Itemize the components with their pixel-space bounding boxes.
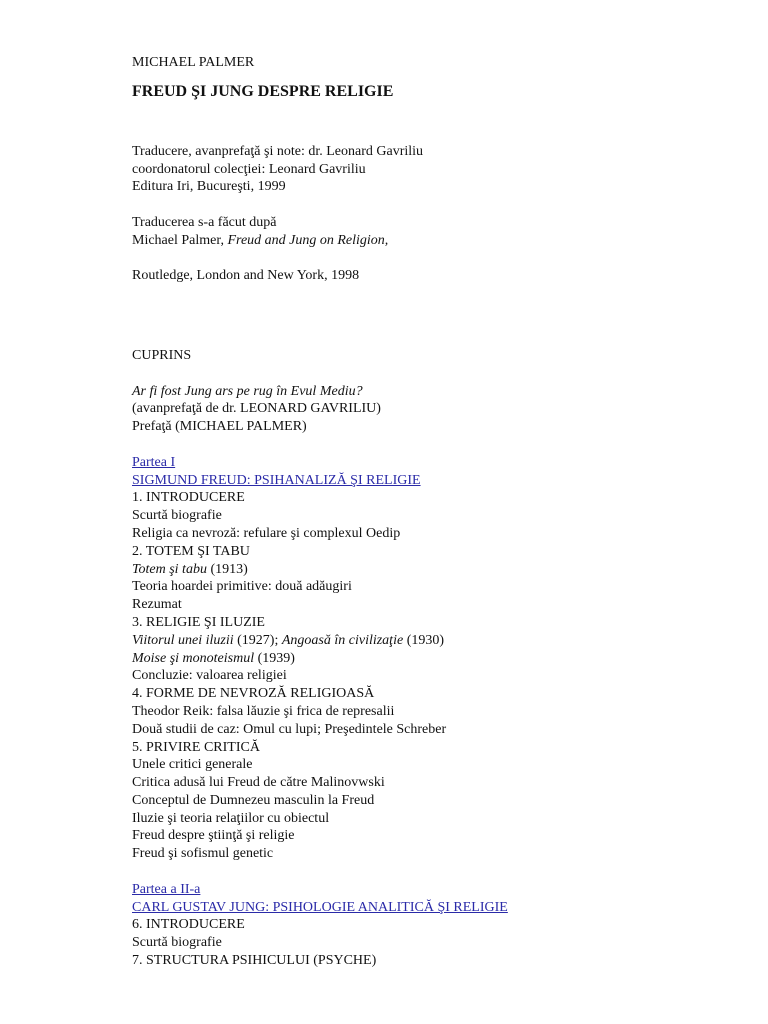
toc-section: Iluzie şi teoria relaţiilor cu obiectul: [132, 810, 330, 826]
toc-part1-label-link[interactable]: Partea I: [132, 454, 176, 470]
toc-section: Freud despre ştiinţă şi religie: [132, 828, 295, 844]
translation-credit: Traducere, avanprefaţă şi note: dr. Leonard Gavriliu: [132, 143, 424, 159]
toc-section-year: (1913): [206, 561, 248, 577]
toc-section: [132, 650, 752, 668]
toc-part1-title-link[interactable]: SIGMUND FREUD: PSIHANALIZĂ ŞI RELIGIE: [132, 472, 421, 488]
toc-section-year: (1927);: [233, 632, 282, 648]
source-title: Freud and Jung on Religion,: [227, 232, 389, 248]
toc-section: Scurtă biografie: [132, 935, 222, 951]
toc-section: Unele critici generale: [132, 757, 253, 773]
toc-section: Religia ca nevroză: refulare şi complexul Oedip: [132, 525, 401, 541]
toc-section-title: Angoasă în civilizaţie: [281, 632, 404, 648]
toc-chapter: 7. STRUCTURA PSIHICULUI (PSYCHE): [132, 953, 377, 969]
toc-preface2: Prefaţă (MICHAEL PALMER): [132, 419, 307, 435]
toc-section-title: Totem şi tabu: [132, 561, 207, 577]
source-author: Michael Palmer,: [132, 232, 228, 248]
toc-chapter: 5. PRIVIRE CRITICĂ: [132, 739, 260, 755]
author-name: MICHAEL PALMER: [132, 55, 255, 70]
toc-section-title: Viitorul unei iluzii: [132, 632, 234, 648]
toc-part2-title-link[interactable]: CARL GUSTAV JUNG: PSIHOLOGIE ANALITICĂ ŞI RELIGIE: [132, 899, 508, 915]
toc-section: [132, 561, 752, 579]
toc-section-year: (1939): [254, 650, 295, 666]
toc-preface1-note: (avanprefaţă de dr. LEONARD GAVRILIU): [132, 401, 381, 417]
toc-section-title: Moise şi monoteismul: [132, 650, 255, 666]
toc-section: Theodor Reik: falsa lăuzie şi frica de represalii: [132, 703, 395, 719]
toc-section: Critica adusă lui Freud de către Malinovwski: [132, 775, 385, 791]
toc-section: Conceptul de Dumnezeu masculin la Freud: [132, 792, 375, 808]
source-publisher: Routledge, London and New York, 1998: [132, 268, 360, 284]
toc-preface1-title: Ar fi fost Jung ars pe rug în Evul Mediu?: [132, 383, 363, 399]
source-intro: Traducerea s-a făcut după: [132, 214, 277, 230]
toc-section: Freud şi sofismul genetic: [132, 846, 274, 862]
toc-section: Rezumat: [132, 597, 182, 613]
book-title: FREUD ŞI JUNG DESPRE RELIGIE: [132, 82, 394, 100]
toc-section: Două studii de caz: Omul cu lupi; Preşedintele Schreber: [132, 721, 447, 737]
document-page: [132, 54, 752, 970]
toc-section: Scurtă biografie: [132, 508, 222, 524]
toc-chapter: 6. INTRODUCERE: [132, 917, 245, 933]
toc-section-year: (1930): [403, 632, 445, 648]
coordinator-credit: coordonatorul colecţiei: Leonard Gavriliu: [132, 161, 366, 177]
toc-chapter: 4. FORME DE NEVROZĂ RELIGIOASĂ: [132, 686, 375, 702]
toc-section: Concluzie: valoarea religiei: [132, 668, 287, 684]
publisher-credit: Editura Iri, Bucureşti, 1999: [132, 179, 286, 195]
toc-chapter: 2. TOTEM ŞI TABU: [132, 543, 250, 559]
toc-chapter: 1. INTRODUCERE: [132, 490, 245, 506]
toc-heading: CUPRINS: [132, 347, 192, 363]
source-line: [132, 232, 752, 250]
toc-section: [132, 632, 752, 650]
toc-chapter: 3. RELIGIE ŞI ILUZIE: [132, 614, 265, 630]
toc-part2-label-link[interactable]: Partea a II-a: [132, 881, 201, 897]
toc-section: Teoria hoardei primitive: două adăugiri: [132, 579, 352, 595]
